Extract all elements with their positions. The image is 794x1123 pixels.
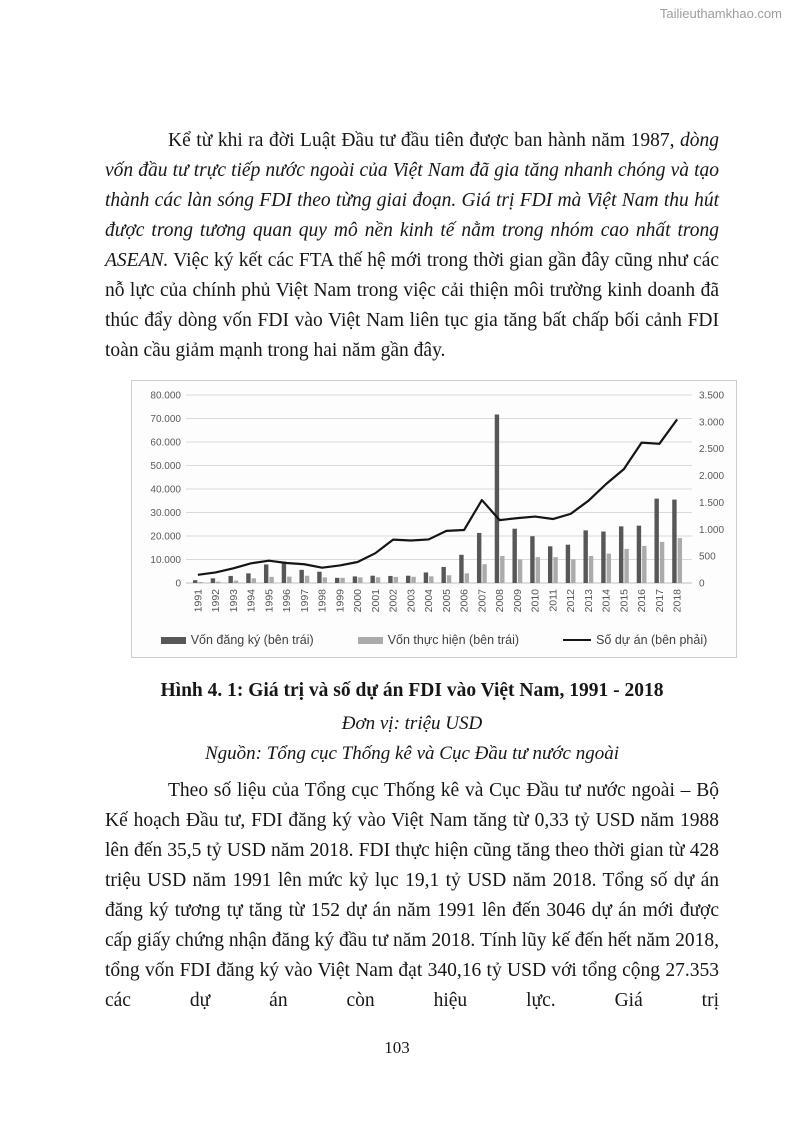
left-axis-tick: 80.000 (150, 390, 181, 402)
right-axis-tick: 1.500 (699, 497, 725, 509)
bar-implemented (394, 577, 398, 583)
bar-registered (459, 555, 463, 583)
bar-registered (477, 533, 481, 583)
x-axis-year-label: 2006 (458, 589, 471, 613)
bar-implemented (411, 577, 415, 583)
bar-implemented (198, 582, 202, 583)
bar-implemented (323, 577, 327, 583)
bar-implemented (269, 577, 273, 583)
legend-item-so-du-an (563, 633, 707, 647)
x-axis-year-label: 2013 (582, 589, 595, 613)
figure-source-note: Nguồn: Tổng cục Thống kê và Cục Đầu tư nước ngoài (205, 743, 619, 764)
legend-bar-swatch (161, 637, 186, 644)
legend-item-von-dang-ky (161, 633, 314, 647)
bar-registered (672, 500, 676, 583)
legend-label: Vốn đăng ký (bên trái) (190, 633, 314, 647)
bar-registered (282, 562, 286, 583)
bar-implemented (376, 577, 380, 583)
bar-implemented (500, 556, 504, 583)
bar-implemented (642, 546, 646, 583)
x-axis-year-label: 1999 (334, 589, 347, 613)
x-axis-year-label: 2011 (547, 589, 560, 612)
x-axis-year-label: 1998 (316, 589, 329, 613)
x-axis-year-label: 2017 (653, 589, 666, 613)
x-axis-year-label: 2001 (369, 589, 382, 613)
left-axis-tick: 20.000 (150, 531, 181, 543)
paragraph-intro (105, 126, 719, 366)
bar-implemented (305, 576, 309, 583)
right-axis-tick: 2.500 (699, 444, 725, 456)
bar-implemented (553, 557, 557, 583)
bar-implemented (465, 573, 469, 583)
x-axis-year-label: 1992 (210, 589, 223, 613)
bar-registered (548, 546, 552, 583)
right-axis-tick: 1.000 (699, 524, 725, 536)
left-axis-tick: 70.000 (150, 414, 181, 425)
x-axis-year-label: 2005 (440, 589, 453, 613)
bar-registered (654, 499, 658, 583)
bar-implemented (624, 549, 628, 583)
x-axis-year-label: 2004 (423, 589, 436, 613)
paragraph-statistics: Theo số liệu của Tổng cục Thống kê và Cục Đầu tư nước ngoài – Bộ Kế hoạch Đầu tư, FDI đăng ký vào Việt Nam tăng từ 0,33 tỷ USD năm 1988 lên đến 35,5 tỷ USD năm 2018. FDI thực hiện cũng tăng theo thời gian từ 428 triệu USD năm 1991 lên mức kỷ lục 19,1 tỷ USD năm 2018. Tổng số dự án đăng ký tương tự tăng từ 152 dự án năm 1991 lên đến 3046 dự án mới được cấp giấy chứng nhận đăng ký đầu tư năm 2018. Tính lũy kế đến hết năm 2018, tổng vốn FDI đăng ký vào Việt Nam đạt 340,16 tỷ USD với tổng cộng 27.353 các dự án còn hiệu lực. Giá trị (105, 780, 719, 1011)
bar-implemented (234, 581, 238, 583)
bar-implemented (252, 578, 256, 583)
bar-registered (441, 567, 445, 583)
bar-registered (193, 580, 197, 583)
right-axis-tick: 3.000 (699, 417, 725, 429)
bar-implemented (216, 582, 220, 583)
bar-implemented (429, 576, 433, 583)
right-axis-tick: 3.500 (699, 390, 725, 402)
x-axis-year-label: 2009 (511, 589, 524, 613)
watermark: Tailieuthamkhao.com (659, 6, 782, 21)
bar-registered (637, 526, 641, 583)
legend-label: Vốn thực hiện (bên trái) (387, 633, 520, 647)
x-axis-year-label: 2016 (636, 589, 649, 613)
bar-registered (583, 530, 587, 583)
x-axis-year-label: 2018 (671, 589, 684, 613)
bar-registered (335, 578, 339, 583)
bar-registered (601, 532, 605, 583)
bar-registered (211, 578, 215, 583)
text-run: Kể từ khi ra đời Luật Đầu tư đầu tiên được ban hành năm 1987, (168, 130, 680, 151)
bar-registered (246, 573, 250, 583)
bar-registered (299, 570, 303, 583)
bar-implemented (340, 578, 344, 583)
bar-registered (406, 576, 410, 583)
bar-registered (370, 576, 374, 583)
bar-registered (317, 572, 321, 583)
x-axis-year-label: 2000 (352, 589, 365, 613)
bar-implemented (287, 577, 291, 583)
x-axis-year-label: 2015 (618, 589, 631, 613)
left-axis-tick: 50.000 (150, 461, 181, 472)
x-axis-year-label: 1991 (192, 589, 205, 613)
left-axis-tick: 10.000 (150, 555, 181, 566)
right-axis-tick: 2.000 (699, 471, 725, 483)
x-axis-year-label: 1995 (263, 589, 276, 613)
x-axis-year-label: 2014 (600, 589, 613, 613)
x-axis-year-label: 1993 (227, 589, 240, 613)
right-axis-tick: 500 (699, 551, 716, 563)
bar-implemented (536, 557, 540, 583)
bar-implemented (518, 560, 522, 584)
bar-registered (619, 526, 623, 583)
right-axis-tick: 0 (699, 578, 705, 590)
text-run: dòng vốn đầu tư trực tiếp nước ngoài của Việt Nam đã gia tăng nhanh chóng và tạo thành các làn sóng FDI theo từng giai đoạn. Giá trị FDI mà Việt Nam thu hút được trong tương quan quy mô nền kinh tế nằm trong nhóm cao nhất trong ASEAN. (105, 130, 719, 271)
bar-registered (388, 576, 392, 583)
legend-item-von-thuc-hien (358, 633, 519, 647)
legend-label: Số dự án (bên phải) (596, 633, 708, 647)
left-axis-tick: 0 (175, 578, 181, 590)
x-axis-year-label: 2002 (387, 589, 400, 613)
x-axis-year-label: 1996 (281, 589, 294, 613)
bar-registered (512, 529, 516, 583)
bar-registered (566, 545, 570, 583)
bar-implemented (358, 577, 362, 583)
bar-implemented (660, 542, 664, 583)
x-axis-year-label: 2003 (405, 589, 418, 613)
figure-caption: Hình 4. 1: Giá trị và số dự án FDI vào Việt Nam, 1991 - 2018 (160, 680, 664, 701)
bar-registered (264, 564, 268, 583)
page-number: 103 (384, 1038, 410, 1057)
figure-unit-note: Đơn vị: triệu USD (341, 713, 483, 734)
bar-implemented (571, 559, 575, 583)
bar-implemented (482, 564, 486, 583)
bar-implemented (447, 575, 451, 583)
legend-line-swatch (563, 639, 591, 642)
bar-registered (424, 572, 428, 583)
bar-registered (353, 576, 357, 583)
chart-legend (132, 625, 736, 655)
fdi-chart-figure (131, 380, 737, 658)
text-run: Việc ký kết các FTA thế hệ mới trong thời gian gần đây cũng như các nỗ lực của chính phủ Việt Nam trong việc cải thiện môi trường kinh doanh đã thúc đẩy dòng vốn FDI vào Việt Nam liên tục gia tăng bất chấp bối cảnh FDI toàn cầu giảm mạnh trong hai năm gần đây. (105, 250, 719, 361)
x-axis-year-label: 2010 (529, 589, 542, 613)
x-axis-year-label: 2008 (494, 589, 507, 613)
fdi-combo-chart (132, 381, 736, 623)
x-axis-year-label: 2007 (476, 589, 489, 613)
bar-registered (530, 536, 534, 583)
bar-implemented (678, 538, 682, 583)
left-axis-tick: 30.000 (150, 508, 181, 519)
bar-implemented (607, 554, 611, 583)
bar-registered (228, 576, 232, 583)
x-axis-year-label: 1997 (298, 589, 311, 613)
legend-bar-swatch (358, 637, 383, 644)
bar-registered (495, 415, 499, 583)
x-axis-year-label: 2012 (565, 589, 578, 613)
left-axis-tick: 40.000 (150, 484, 181, 496)
bar-implemented (589, 556, 593, 583)
x-axis-year-label: 1994 (245, 589, 258, 613)
left-axis-tick: 60.000 (150, 437, 181, 449)
